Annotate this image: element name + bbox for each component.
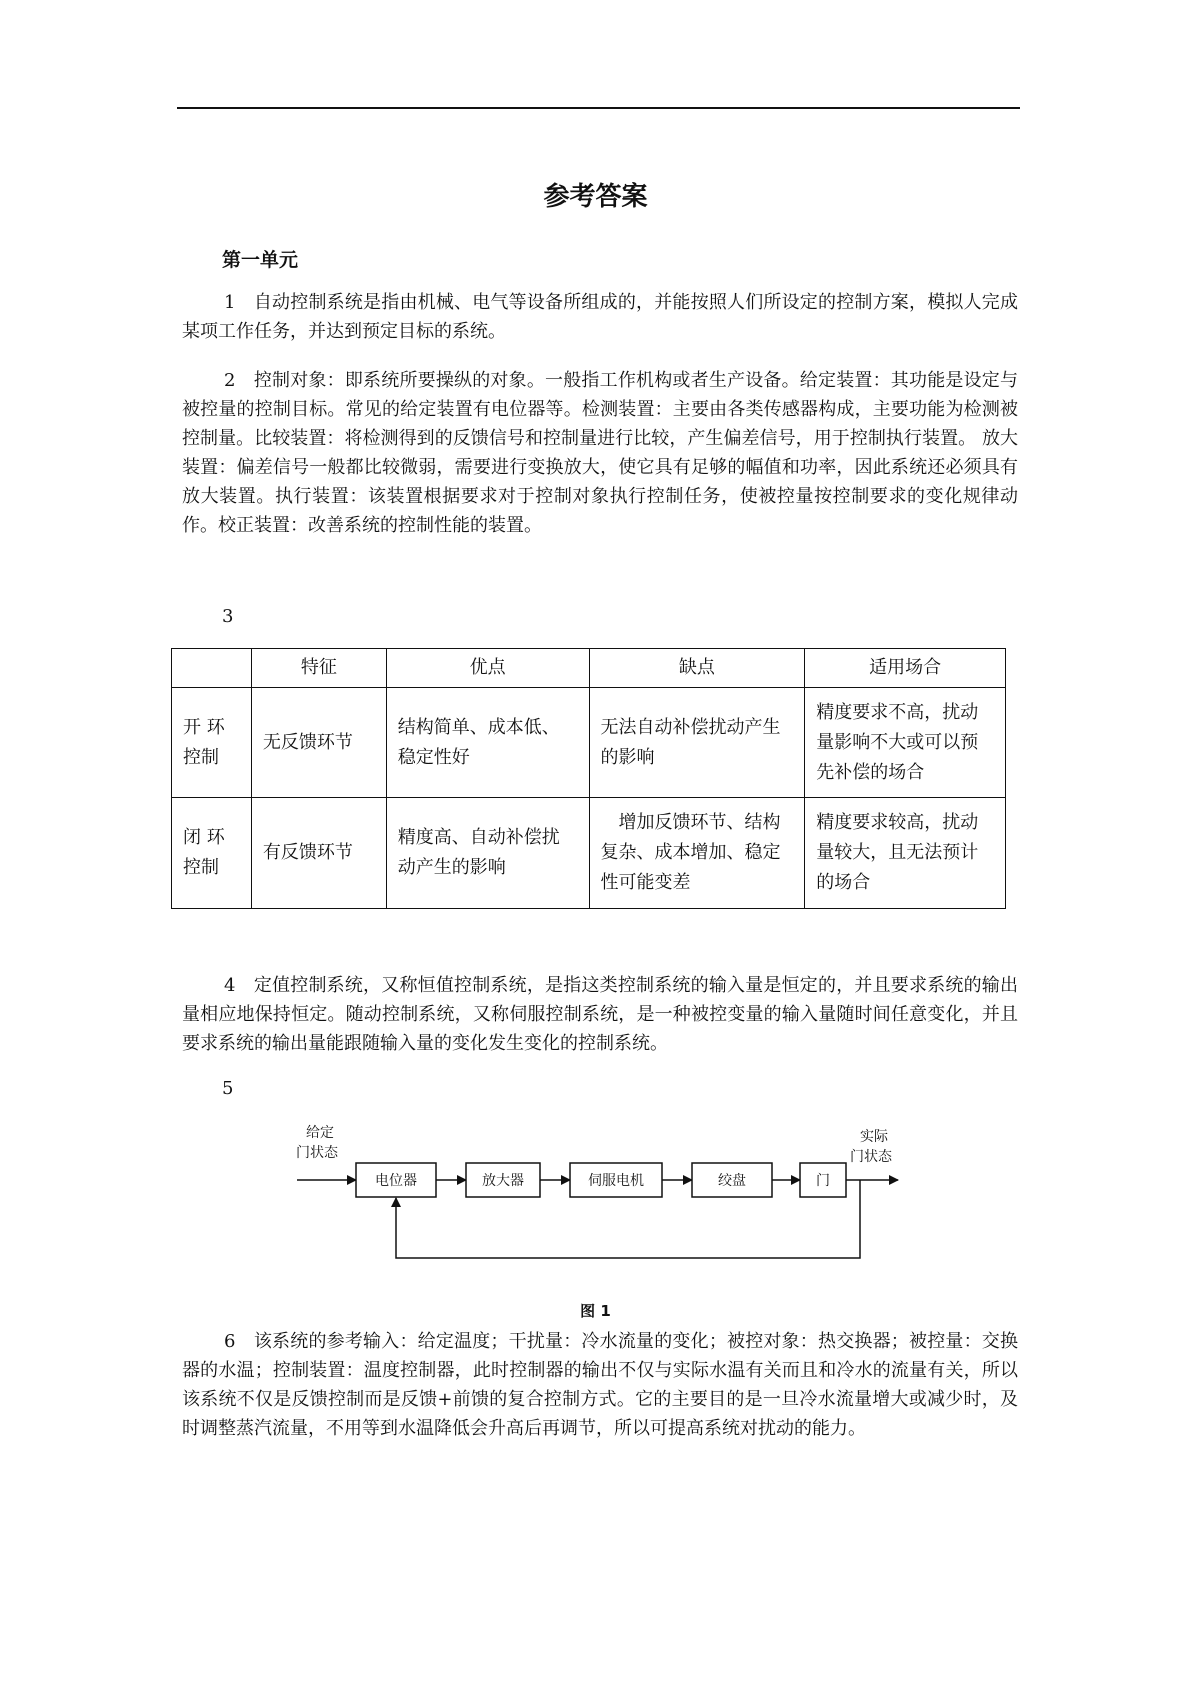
comparison-table [171,648,1006,909]
block-door-label: 门 [816,1173,830,1189]
table-header-cell: 特征 [251,649,386,688]
table-header-row [172,649,1006,688]
block-amplifier-label: 放大器 [482,1173,524,1189]
table-header-cell: 优点 [386,649,589,688]
answer-3-number: 3 [222,606,234,627]
table-cell: 无反馈环节 [251,688,386,798]
answer-4: 4 定值控制系统，又称恒值控制系统，是指这类控制系统的输入量是恒定的，并且要求系统的输出量相应地保持恒定。随动控制系统，又称伺服控制系统，是一种被控变量的输入量随时间任意变化，并且要求系统的输出量能跟随输入量的变化发生变化的控制系统。 [182,975,1018,1054]
answer-5-number: 5 [222,1078,234,1099]
input-label-line1: 给定 [306,1125,334,1141]
table-cell: 精度高、自动补偿扰动产生的影响 [386,798,589,909]
table-header-cell: 缺点 [589,649,805,688]
block-diagram [270,1118,910,1268]
table-row [172,688,1006,798]
answer-1: 1 自动控制系统是指由机械、电气等设备所组成的，并能按照人们所设定的控制方案，模拟人完成某项工作任务，并达到预定目标的系统。 [182,292,1018,342]
table-cell: 闭 环控制 [172,798,252,909]
output-label-line1: 实际 [860,1129,888,1145]
figure-caption: 图 1 [580,1302,611,1320]
table-header-cell [172,649,252,688]
table-cell: 有反馈环节 [251,798,386,909]
block-servo-motor-label: 伺服电机 [588,1173,644,1189]
header-rule [177,107,1020,109]
table-cell: 增加反馈环节、结构复杂、成本增加、稳定性可能变差 [589,798,805,909]
table-cell: 无法自动补偿扰动产生的影响 [589,688,805,798]
table-cell: 结构简单、成本低、稳定性好 [386,688,589,798]
table-cell: 精度要求不高，扰动量影响不大或可以预先补偿的场合 [805,688,1006,798]
table-header-cell: 适用场合 [805,649,1006,688]
table-row [172,798,1006,909]
input-label-line2: 门状态 [296,1145,338,1161]
table-cell: 开 环控制 [172,688,252,798]
answer-2: 2 控制对象：即系统所要操纵的对象。一般指工作机构或者生产设备。给定装置：其功能是设定与被控量的控制目标。常见的给定装置有电位器等。检测装置：主要由各类传感器构成，主要功能为检测被控制量。比较装置：将检测得到的反馈信号和控制量进行比较，产生偏差信号，用于控制执行装置。 放大装置：偏差信号一般都比较微弱，需要进行变换放大，使它具有足够的幅值和功率，因此系统还必须具有放大装置。执行装置：该装置根据要求对于控制对象执行控制任务，使被控量按控制要求的变化规律动作。校正装置：改善系统的控制性能的装置。 [182,370,1018,536]
block-potentiometer-label: 电位器 [375,1173,417,1189]
answer-6: 6 该系统的参考输入：给定温度；干扰量：冷水流量的变化；被控对象：热交换器；被控量：交换器的水温；控制装置：温度控制器，此时控制器的输出不仅与实际水温有关而且和冷水的流量有关，所以该系统不仅是反馈控制而是反馈+前馈的复合控制方式。它的主要目的是一旦冷水流量增大或减少时，及时调整蒸汽流量，不用等到水温降低会升高后再调节，所以可提高系统对扰动的能力。 [182,1331,1018,1439]
block-winch-label: 绞盘 [718,1173,746,1189]
page-title: 参考答案 [543,182,648,212]
output-label-line2: 门状态 [850,1149,892,1165]
section-heading: 第一单元 [222,249,299,271]
table-cell: 精度要求较高，扰动量较大，且无法预计的场合 [805,798,1006,909]
